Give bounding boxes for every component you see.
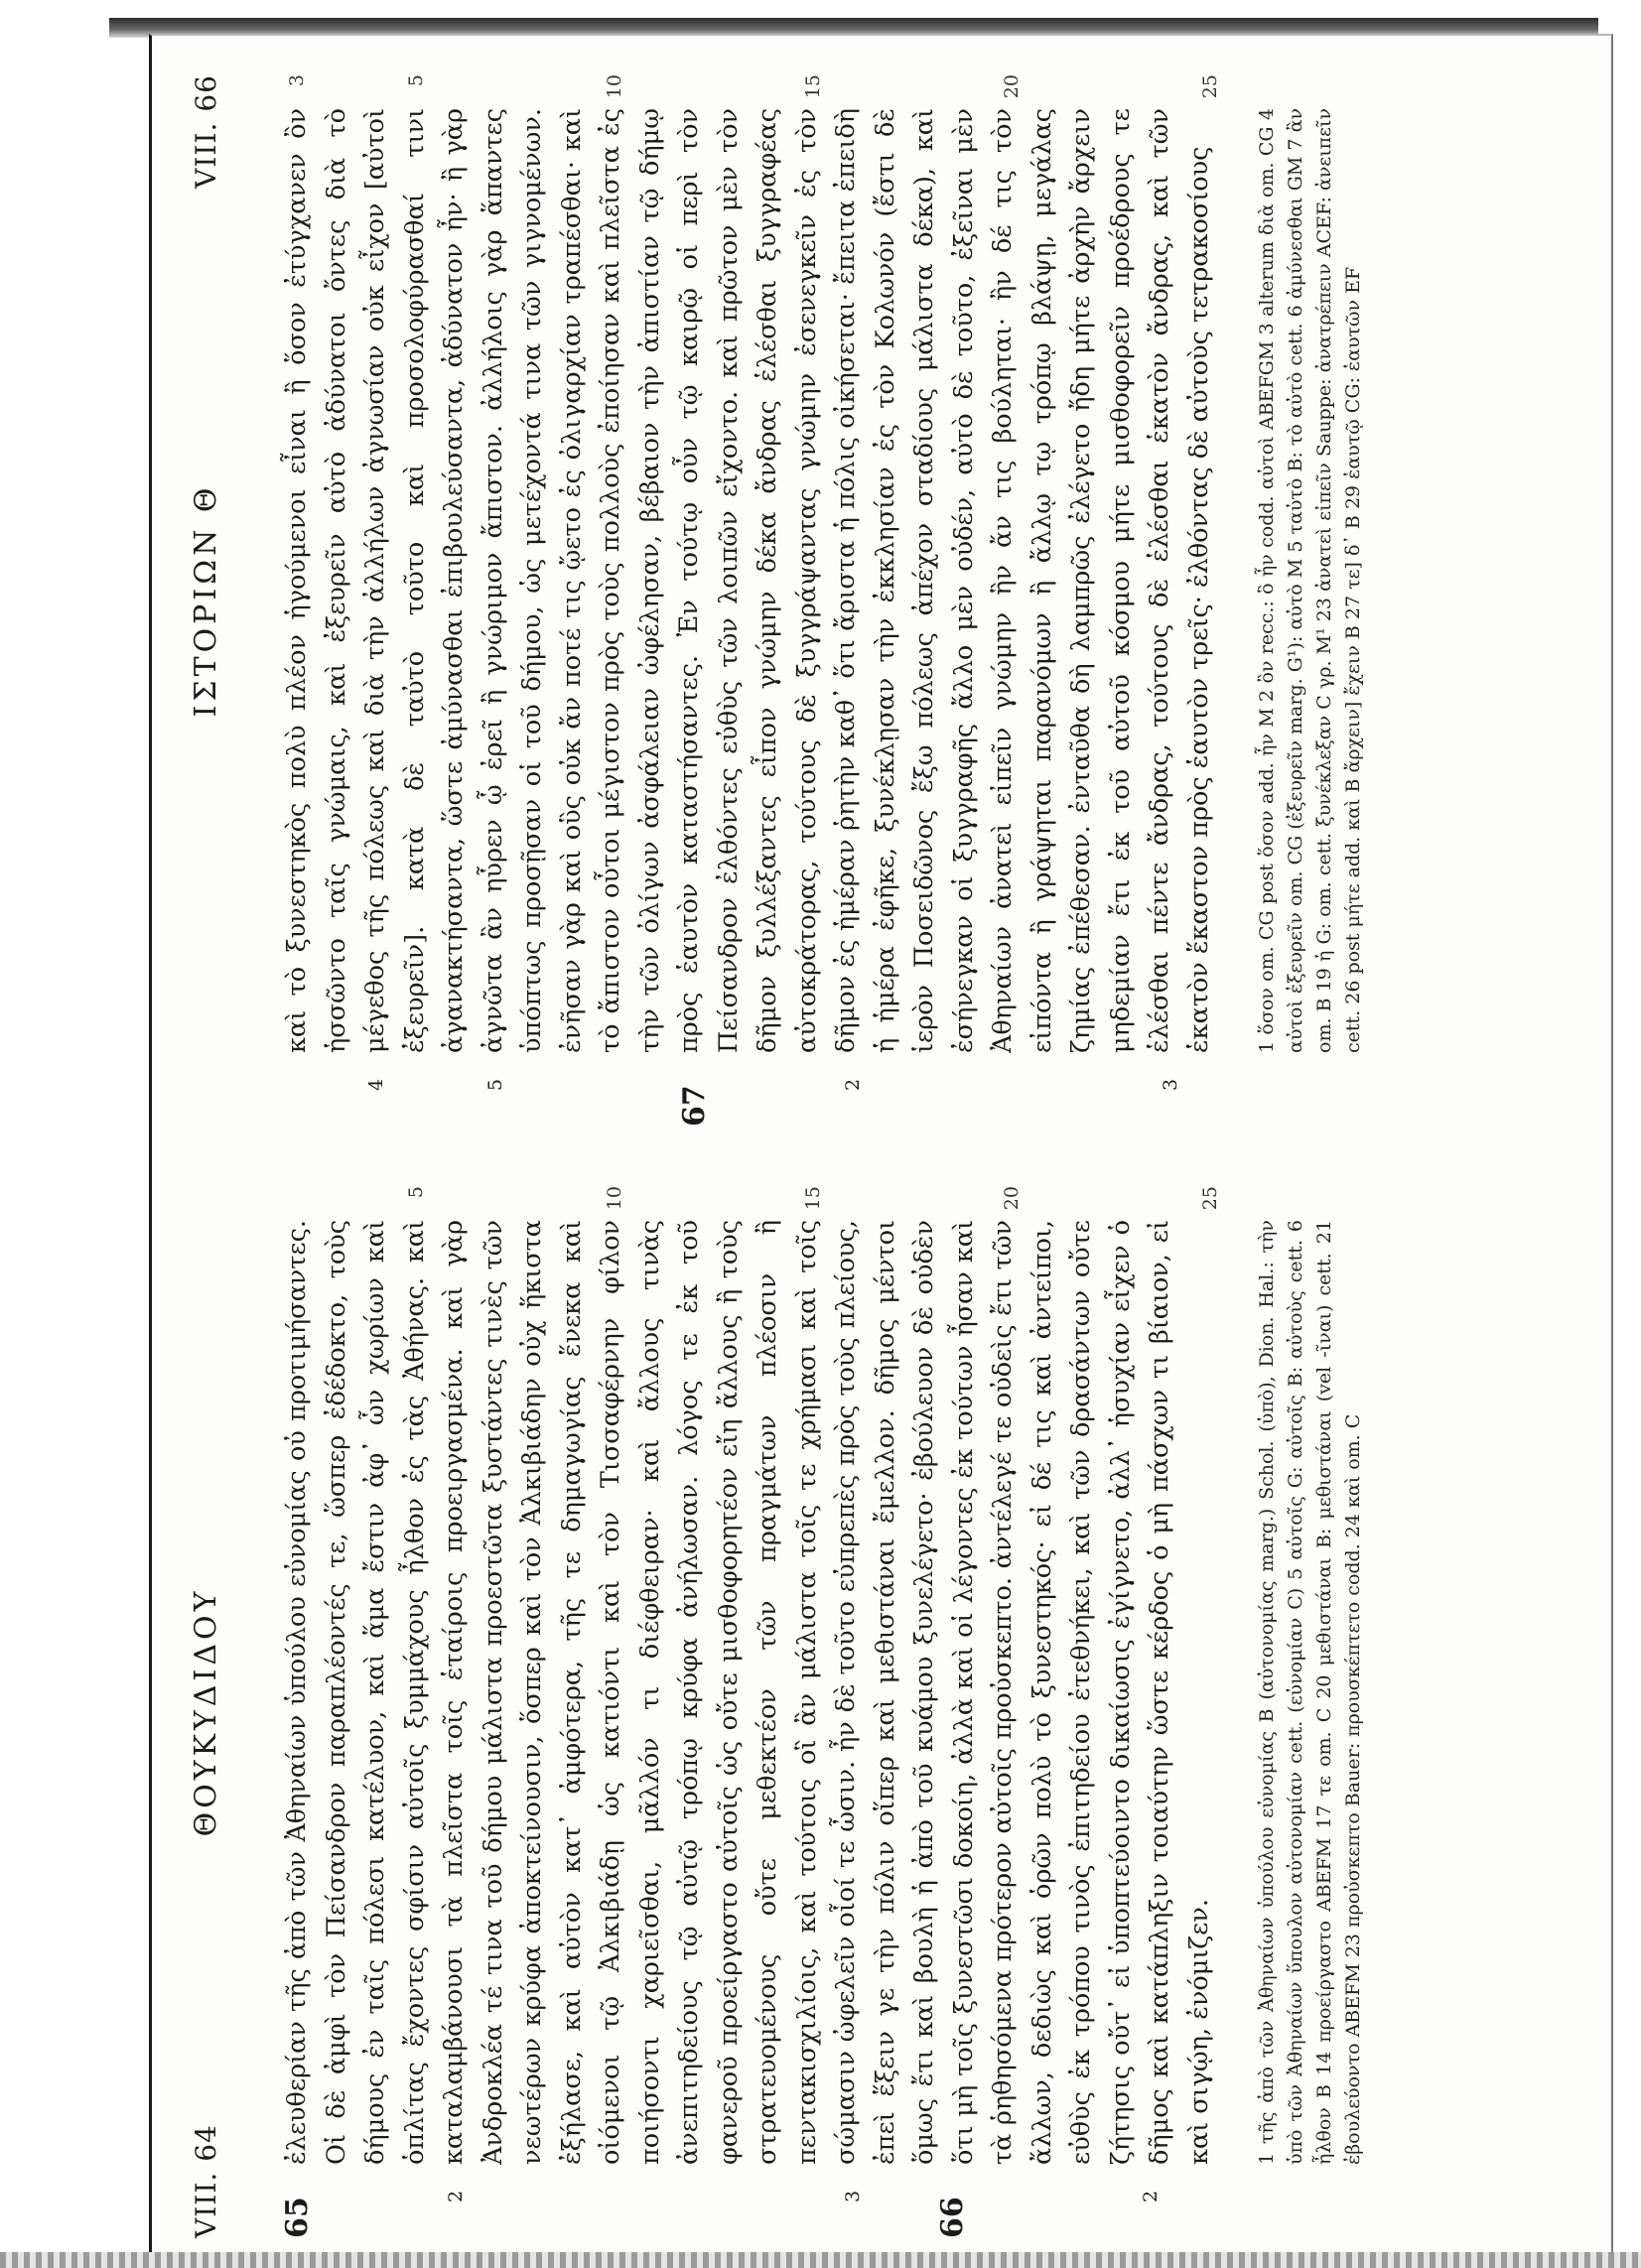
section-number: 2	[1140, 2190, 1162, 2202]
line-number: 25	[1199, 1186, 1221, 1211]
line-number: 10	[604, 1186, 625, 1211]
line-number: 10	[604, 74, 625, 99]
line-number: 5	[405, 74, 427, 87]
right-folio: VIII. 66	[190, 74, 222, 189]
line-number: 15	[802, 1186, 824, 1211]
left-page	[169, 1176, 1578, 2248]
chapter-number-67: 67	[677, 1085, 712, 1127]
left-running-head	[169, 1186, 242, 2238]
line-number: 5	[405, 1186, 427, 1199]
line-number: 25	[1199, 74, 1221, 99]
right-page	[169, 65, 1578, 1136]
section-number: 3	[842, 2190, 864, 2202]
section-number: 2	[445, 2190, 467, 2202]
section-number: 3	[1160, 1078, 1181, 1091]
left-running-title: ΘΟΥΚΥΔΙΔΟΥ	[189, 1587, 223, 1837]
chapter-number-66: 66	[935, 2197, 970, 2238]
left-main-text: ἐλευθερίαν τῆς ἀπὸ τῶν Ἀθηναίων ὑπούλου εὐνομίας οὐ προτιμήσαντες. Οἱ δὲ ἀμφὶ τὸν Πείσανδρον παραπλέοντές τε, ὥσπερ ἐδέδοκτο, τοὺς δήμους ἐν ταῖς πόλεσι κατέλυον, καὶ ἅμα ἔστιν ἀφ᾽ ὧν χωρίων καὶ ὁπλίτας ἔχοντες σφίσιν αὐτοῖς ξυμμάχους ἦλθον ἐς τὰς Ἀθήνας. καὶ καταλαμβάνουσι τὰ πλεῖστα τοῖς ἑταίροις προειργασμένα. καὶ γὰρ Ἀνδροκλέα τέ τινα τοῦ δήμου μάλιστα προεστῶτα ξυστάντες τινὲς τῶν νεωτέρων κρύφα ἀποκτείνουσιν, ὅσπερ καὶ τὸν Ἀλκιβιάδην οὐχ ἥκιστα ἐξήλασε, καὶ αὐτὸν κατ᾽ ἀμφότερα, τῆς τε δημαγωγίας ἕνεκα καὶ οἰόμενοι τῷ Ἀλκιβιάδῃ ὡς κατιόντι καὶ τὸν Τισσαφέρνην φίλον ποιήσοντι χαριεῖσθαι, μᾶλλόν τι διέφθειραν· καὶ ἄλλους τινὰς ἀνεπιτηδείους τῷ αὐτῷ τρόπῳ κρύφα ἀνήλωσαν. λόγος τε ἐκ τοῦ φανεροῦ προείργαστο αὐτοῖς ὡς οὔτε μισθοφορητέον εἴη ἄλλους ἢ τοὺς στρατευομένους οὔτε μεθεκτέον τῶν πραγμάτων πλέοσιν ἢ πεντακισχιλίοις, καὶ τούτοις οἳ ἂν μάλιστα τοῖς τε χρήμασι καὶ τοῖς σώμασιν ὠφελεῖν οἷοί τε ὦσιν. ἦν δὲ τοῦτο εὐπρεπὲς πρὸς τοὺς πλείους, ἐπεὶ ἕξειν γε τὴν πόλιν οἵπερ καὶ μεθιστάναι ἔμελλον. δῆμος μέντοι ὅμως ἔτι καὶ βουλὴ ἡ ἀπὸ τοῦ κυάμου ξυνελέγετο· ἐβούλευον δὲ οὐδὲν ὅτι μὴ τοῖς ξυνεστῶσι δοκοίη, ἀλλὰ καὶ οἱ λέγοντες ἐκ τούτων ἦσαν καὶ τὰ ῥηθησόμενα πρότερον αὐτοῖς προὐσκεπτο. ἀντέλεγέ τε οὐδεὶς ἔτι τῶν ἄλλων, δεδιὼς καὶ ὁρῶν πολὺ τὸ ξυνεστηκός· εἰ δέ τις καὶ ἀντείποι, εὐθὺς ἐκ τρόπου τινὸς ἐπιτηδείου ἐτεθνήκει, καὶ τῶν δρασάντων οὔτε ζήτησις οὔτ᾽ εἰ ὑποπτεύοιντο δικαίωσις ἐγίγνετο, ἀλλ᾽ ἡσυχίαν εἶχεν ὁ δῆμος καὶ κατάπληξιν τοιαύτην ὥστε κέρδος ὁ μὴ πάσχων τι βίαιον, εἰ καὶ σιγῴη, ἐνόμιζεν.	[282, 1220, 1214, 2165]
section-number: 3	[286, 74, 308, 87]
line-number: 20	[1001, 74, 1023, 99]
right-running-head	[169, 74, 242, 1127]
rotated-spread	[169, 65, 1578, 2248]
right-critical-apparatus: 1 ὅσον om. CG post ὅσον add. ἦν M 2 ὂν recc.: ὃ ἦν codd. αὐτοὶ ABEFGM 3 alterum διὰ om. CG 4 αὐτοὶ ἐξευρεῖν om. CG (ἐξευρεῖν marg. G¹): αὐτὸ M 5 ταὐτὸ B: τὸ αὐτὸ cett. 6 ἀμύνεσθαι GM 7 ἂν om. B 19 ἡ G: om. cett. ξυνέκλεξαν C γρ. M¹ 23 ἀνατεὶ εἰπεῖν Sauppe: ἀνατρέπειν ACEF: ἀνειπεῖν cett. 26 post μήτε add. καὶ B ἄρχειν] ἔχειν B 27 τε] δ᾽ B 29 ἑαυτῷ CG: ἑαυτῶν EF	[1256, 108, 1364, 1053]
left-folio: VIII. 64	[190, 2124, 222, 2238]
line-number: 15	[802, 74, 824, 99]
right-main-text: καὶ τὸ ξυνεστηκὸς πολὺ πλέον ἡγούμενοι εἶναι ἢ ὅσον ἐτύγχανεν ὂν ἡσσῶντο ταῖς γνώμαις, καὶ ἐξευρεῖν αὐτὸ ἀδύνατοι ὄντες διὰ τὸ μέγεθος τῆς πόλεως καὶ διὰ τὴν ἀλλήλων ἀγνωσίαν οὐκ εἶχον [αὐτοὶ ἐξευρεῖν]. κατὰ δὲ ταὐτὸ τοῦτο καὶ προσολοφύρασθαί τινι ἀγανακτήσαντα, ὥστε ἀμύνασθαι ἐπιβουλεύσαντα, ἀδύνατον ἦν· ἢ γὰρ ἀγνῶτα ἂν ηὗρεν ᾧ ἐρεῖ ἢ γνώριμον ἄπιστον. ἀλλήλοις γὰρ ἅπαντες ὑπόπτως προσῇσαν οἱ τοῦ δήμου, ὡς μετέχοντά τινα τῶν γιγνομένων. ἐνῆσαν γὰρ καὶ οὓς οὐκ ἄν ποτέ τις ᾤετο ἐς ὀλιγαρχίαν τραπέσθαι· καὶ τὸ ἄπιστον οὗτοι μέγιστον πρὸς τοὺς πολλοὺς ἐποίησαν καὶ πλεῖστα ἐς τὴν τῶν ὀλίγων ἀσφάλειαν ὠφέλησαν, βέβαιον τὴν ἀπιστίαν τῷ δήμῳ πρὸς ἑαυτὸν καταστήσαντες. Ἐν τούτῳ οὖν τῷ καιρῷ οἱ περὶ τὸν Πείσανδρον ἐλθόντες εὐθὺς τῶν λοιπῶν εἴχοντο. καὶ πρῶτον μὲν τὸν δῆμον ξυλλέξαντες εἶπον γνώμην δέκα ἄνδρας ἑλέσθαι ξυγγραφέας αὐτοκράτορας, τούτους δὲ ξυγγράψαντας γνώμην ἐσενεγκεῖν ἐς τὸν δῆμον ἐς ἡμέραν ῥητὴν καθ᾽ ὅτι ἄριστα ἡ πόλις οἰκήσεται· ἔπειτα ἐπειδὴ ἡ ἡμέρα ἐφῆκε, ξυνέκλῃσαν τὴν ἐκκλησίαν ἐς τὸν Κολωνόν (ἔστι δὲ ἱερὸν Ποσειδῶνος ἔξω πόλεως ἀπέχον σταδίους μάλιστα δέκα), καὶ ἐσήνεγκαν οἱ ξυγγραφῆς ἄλλο μὲν οὐδέν, αὐτὸ δὲ τοῦτο, ἐξεῖναι μὲν Ἀθηναίων ἀνατεὶ εἰπεῖν γνώμην ἣν ἄν τις βούληται· ἢν δέ τις τὸν εἰπόντα ἢ γράψηται παρανόμων ἢ ἄλλῳ τῳ τρόπῳ βλάψῃ, μεγάλας ζημίας ἐπέθεσαν. ἐνταῦθα δὴ λαμπρῶς ἐλέγετο ἤδη μήτε ἀρχὴν ἄρχειν μηδεμίαν ἔτι ἐκ τοῦ αὐτοῦ κόσμου μήτε μισθοφορεῖν προέδρους τε ἑλέσθαι πέντε ἄνδρας, τούτους δὲ ἑλέσθαι ἑκατὸν ἄνδρας, καὶ τῶν ἑκατὸν ἕκαστον πρὸς ἑαυτὸν τρεῖς· ἐλθόντας δὲ αὐτοὺς τετρακοσίους	[282, 108, 1214, 1053]
left-body-text	[278, 1186, 1219, 2238]
section-number: 5	[484, 1078, 506, 1091]
section-number: 2	[842, 1078, 864, 1091]
left-critical-apparatus: 1 τῆς ἀπὸ τῶν Ἀθηναίων ὑπούλου εὐνομίας B (αὐτονομίας marg.) Schol. (ὑπὸ), Dion. Hal.: τὴν ὑπὸ τῶν Ἀθηναίων ὕπουλον αὐτονομίαν cett. (εὐνομίαν C) 5 αὐτοῖς G: αὐτοῖς B: αὐτοὺς cett. 6 ἦλθον B 14 προείργαστο ABEFM 17 τε om. C 20 μεθιστάναι B: μεθιστάναι (vel -ῖναι) cett. 21 ἐβουλεύοντο ABEFM 23 προὐσκεπτο Bauer: προυσκέπτετο codd. 24 καὶ om. C	[1256, 1220, 1364, 2165]
right-running-title: ΙΣΤΟΡΙΩΝ Θ	[189, 483, 223, 718]
section-number: 4	[365, 1078, 387, 1091]
chapter-number-65: 65	[280, 2197, 315, 2238]
line-number: 20	[1001, 1186, 1023, 1211]
scan-edge-bottom	[0, 2252, 1641, 2268]
right-body-text	[278, 74, 1219, 1127]
